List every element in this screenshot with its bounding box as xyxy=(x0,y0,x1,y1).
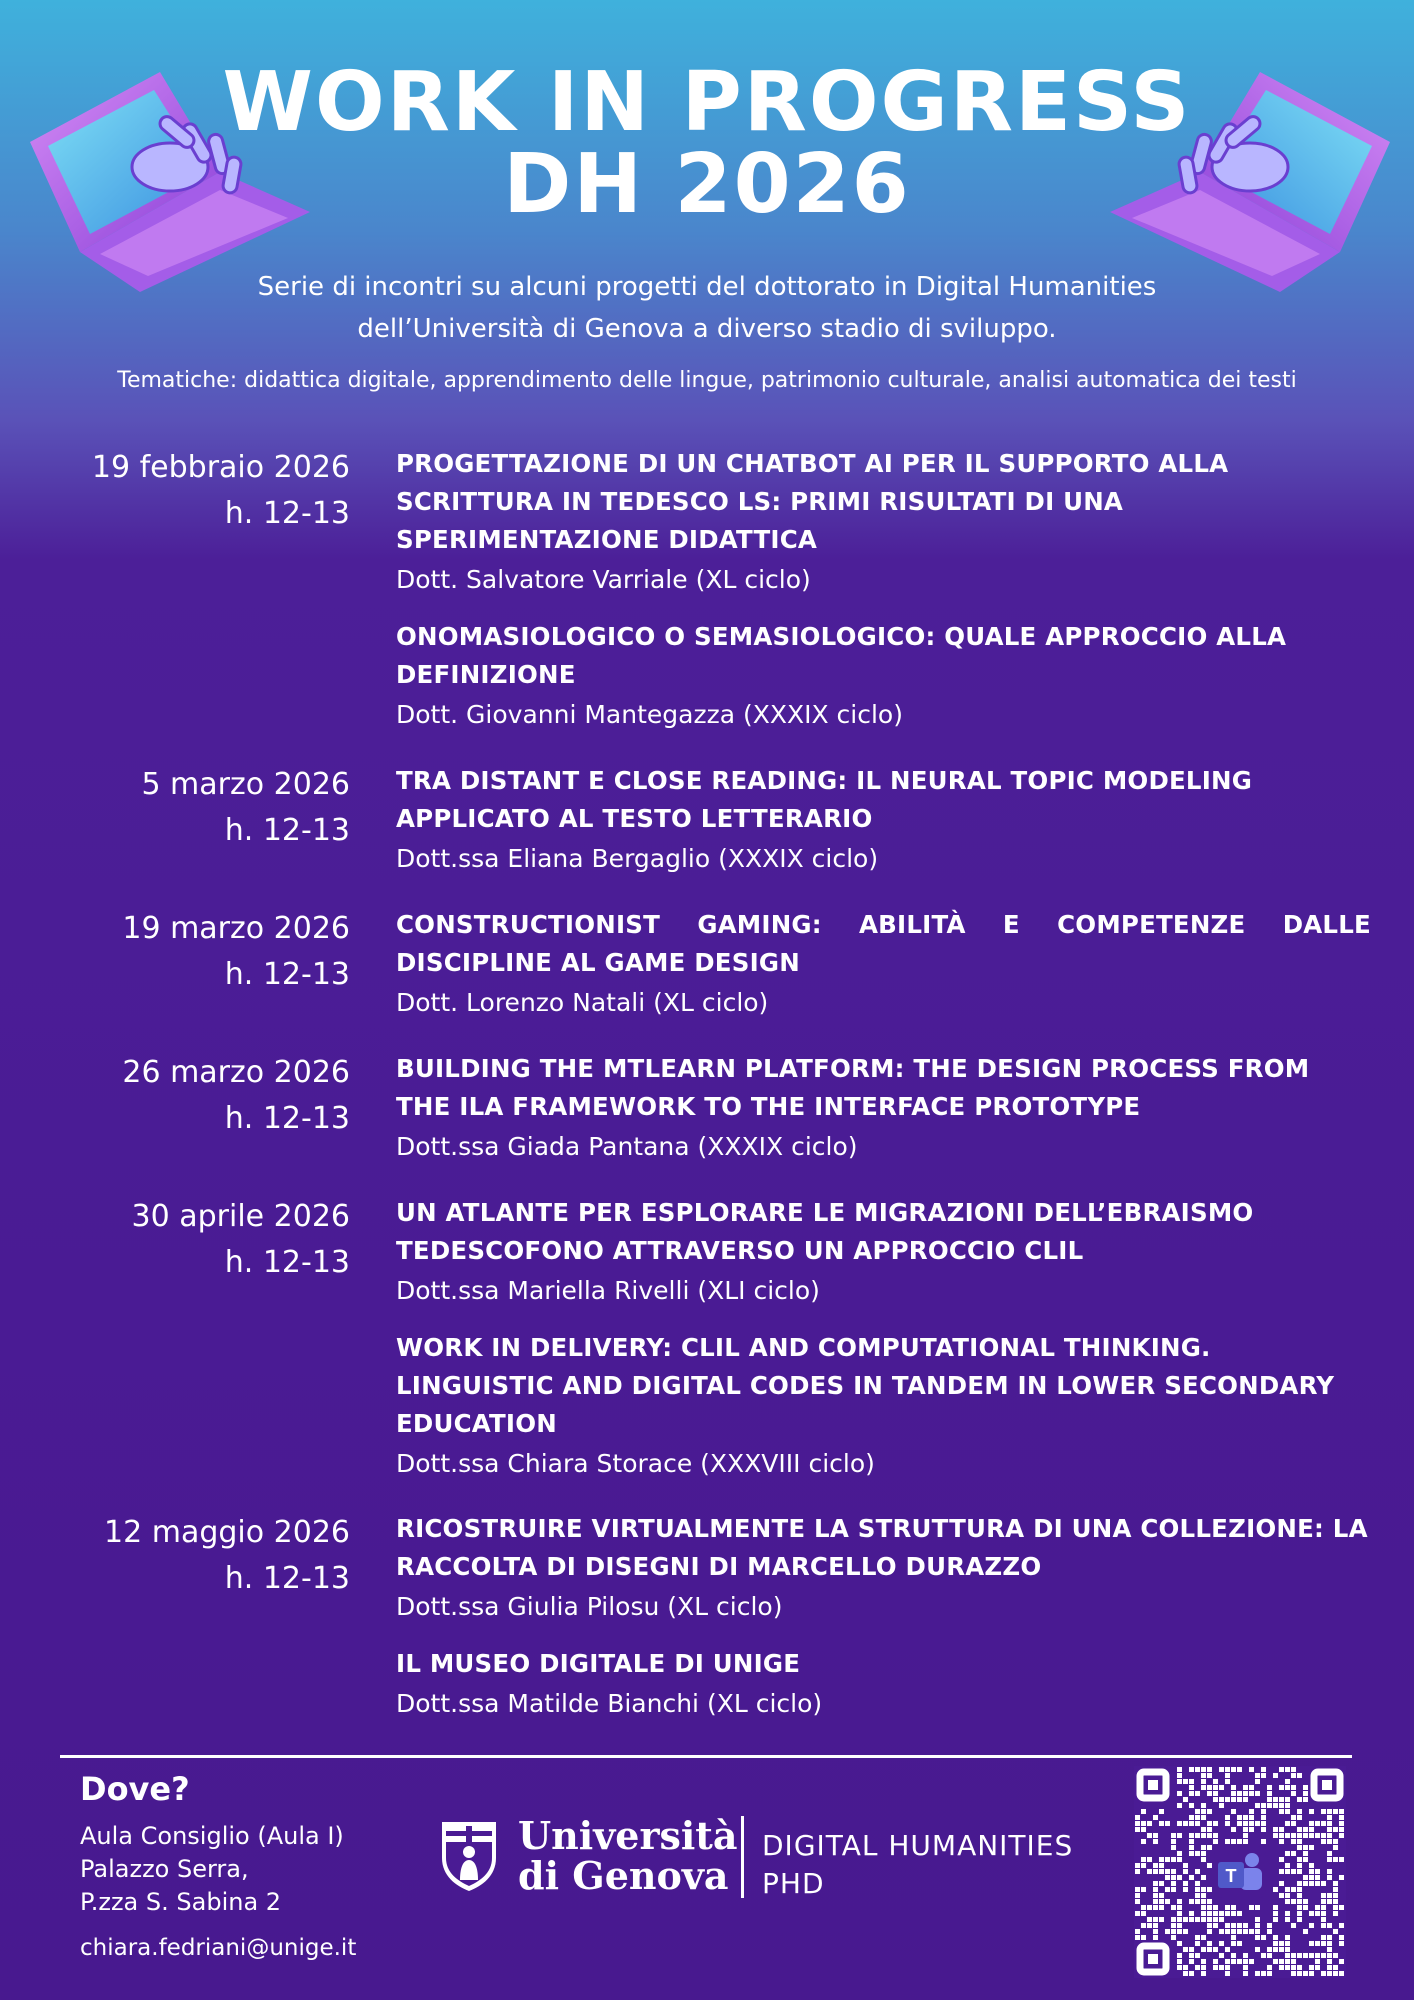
footer-divider xyxy=(60,1755,1352,1758)
program-name-line-1: DIGITAL HUMANITIES xyxy=(762,1829,1074,1862)
talk xyxy=(396,906,1371,1023)
event-date-block xyxy=(104,1510,350,1602)
event-time: h. 12-13 xyxy=(224,1245,350,1280)
event-date-block xyxy=(132,1194,350,1286)
program-name-line-2: PHD xyxy=(762,1867,825,1900)
event-date: 19 marzo 2026 xyxy=(122,911,350,946)
talk-speaker: Dott.ssa Giada Pantana (XXXIX ciclo) xyxy=(396,1132,858,1161)
talk xyxy=(396,1194,1371,1311)
talk-speaker: Dott.ssa Mariella Rivelli (XLI ciclo) xyxy=(396,1276,820,1305)
subtitle-line-1: Serie di incontri su alcuni progetti del dottorato in Digital Humanities xyxy=(257,272,1157,302)
talk xyxy=(396,762,1371,879)
where-heading: Dove? xyxy=(80,1770,190,1808)
subtitle xyxy=(0,266,1414,350)
talk xyxy=(396,1329,1371,1484)
talk-title: UN ATLANTE PER ESPLORARE LE MIGRAZIONI DELL’EBRAISMO TEDESCOFONO ATTRAVERSO UN APPROCCIO CLIL xyxy=(396,1198,1254,1265)
subtitle-line-2: dell’Università di Genova a diverso stadio di sviluppo. xyxy=(357,314,1057,344)
talk-speaker: Dott.ssa Chiara Storace (XXXVIII ciclo) xyxy=(396,1449,875,1478)
event-talks xyxy=(396,1194,1371,1502)
event-date-block xyxy=(92,445,350,537)
event-date: 19 febbraio 2026 xyxy=(91,450,350,485)
event-date: 26 marzo 2026 xyxy=(122,1055,350,1090)
event-talks xyxy=(396,1510,1371,1742)
event-time: h. 12-13 xyxy=(224,1101,350,1136)
event-date: 30 aprile 2026 xyxy=(131,1199,350,1234)
event-date: 12 maggio 2026 xyxy=(104,1515,350,1550)
talk-title: TRA DISTANT E CLOSE READING: IL NEURAL TOPIC MODELING APPLICATO AL TESTO LETTERARIO xyxy=(396,766,1253,833)
university-seal-icon xyxy=(438,1818,500,1894)
talk-title: PROGETTAZIONE DI UN CHATBOT AI PER IL SUPPORTO ALLA SCRITTURA IN TEDESCO LS: PRIMI RISULTATI DI UNA SPERIMENTAZIONE DIDATTICA xyxy=(396,449,1229,554)
address-line: Palazzo Serra, xyxy=(80,1855,249,1883)
address-line: P.zza S. Sabina 2 xyxy=(80,1888,282,1916)
event-talks xyxy=(396,762,1371,897)
talk-speaker: Dott. Lorenzo Natali (XL ciclo) xyxy=(396,988,769,1017)
event-date-block xyxy=(122,906,350,998)
talk-speaker: Dott. Salvatore Varriale (XL ciclo) xyxy=(396,565,811,594)
talk xyxy=(396,1510,1371,1627)
address xyxy=(80,1820,344,1919)
program-name xyxy=(762,1827,1073,1903)
university-name-line-2: di Genova xyxy=(518,1853,729,1898)
svg-text:T: T xyxy=(1225,1866,1237,1886)
university-name xyxy=(518,1813,738,1898)
event-date-block xyxy=(122,1050,350,1142)
logo-separator xyxy=(741,1816,744,1898)
microsoft-teams-icon xyxy=(1214,1846,1266,1898)
talk xyxy=(396,1050,1371,1167)
title-line-2: DH 2026 xyxy=(503,137,911,232)
address-line: Aula Consiglio (Aula I) xyxy=(80,1822,344,1850)
contact-email-link[interactable]: chiara.fedriani@unige.it xyxy=(80,1935,357,1961)
university-name-line-1: Università xyxy=(518,1813,738,1858)
topics-line: Tematiche: didattica digitale, apprendimento delle lingue, patrimonio culturale, analisi automatica dei testi xyxy=(117,368,1297,393)
talk-title: BUILDING THE MTLEARN PLATFORM: THE DESIGN PROCESS FROM THE ILA FRAMEWORK TO THE INTERFACE PROTOTYPE xyxy=(396,1054,1310,1121)
title-line-1: WORK IN PROGRESS xyxy=(222,55,1192,150)
talk-speaker: Dott.ssa Matilde Bianchi (XL ciclo) xyxy=(396,1689,823,1718)
talk-title: RICOSTRUIRE VIRTUALMENTE LA STRUTTURA DI UNA COLLEZIONE: LA RACCOLTA DI DISEGNI DI MARCELLO DURAZZO xyxy=(396,1514,1368,1581)
event-date: 5 marzo 2026 xyxy=(141,767,350,802)
talk-title: CONSTRUCTIONIST GAMING: ABILITÀ E COMPETENZE DALLE DISCIPLINE AL GAME DESIGN xyxy=(396,910,1371,977)
talk-speaker: Dott.ssa Giulia Pilosu (XL ciclo) xyxy=(396,1592,783,1621)
talk-title: WORK IN DELIVERY: CLIL AND COMPUTATIONAL THINKING. LINGUISTIC AND DIGITAL CODES IN TANDEM IN LOWER SECONDARY EDUCATION xyxy=(396,1333,1335,1438)
event-time: h. 12-13 xyxy=(224,496,350,531)
talk xyxy=(396,1645,1371,1724)
event-talks xyxy=(396,445,1371,753)
talk xyxy=(396,618,1371,735)
talk xyxy=(396,445,1371,600)
event-time: h. 12-13 xyxy=(224,813,350,848)
talk-title: ONOMASIOLOGICO O SEMASIOLOGICO: QUALE APPROCCIO ALLA DEFINIZIONE xyxy=(396,622,1287,689)
teams-qr-code[interactable] xyxy=(1134,1766,1346,1978)
talk-title: IL MUSEO DIGITALE DI UNIGE xyxy=(396,1649,801,1678)
event-time: h. 12-13 xyxy=(224,957,350,992)
event-talks xyxy=(396,1050,1371,1185)
event-date-block xyxy=(141,762,350,854)
event-talks xyxy=(396,906,1371,1041)
event-time: h. 12-13 xyxy=(224,1561,350,1596)
talk-speaker: Dott. Giovanni Mantegazza (XXXIX ciclo) xyxy=(396,700,903,729)
talk-speaker: Dott.ssa Eliana Bergaglio (XXXIX ciclo) xyxy=(396,844,879,873)
